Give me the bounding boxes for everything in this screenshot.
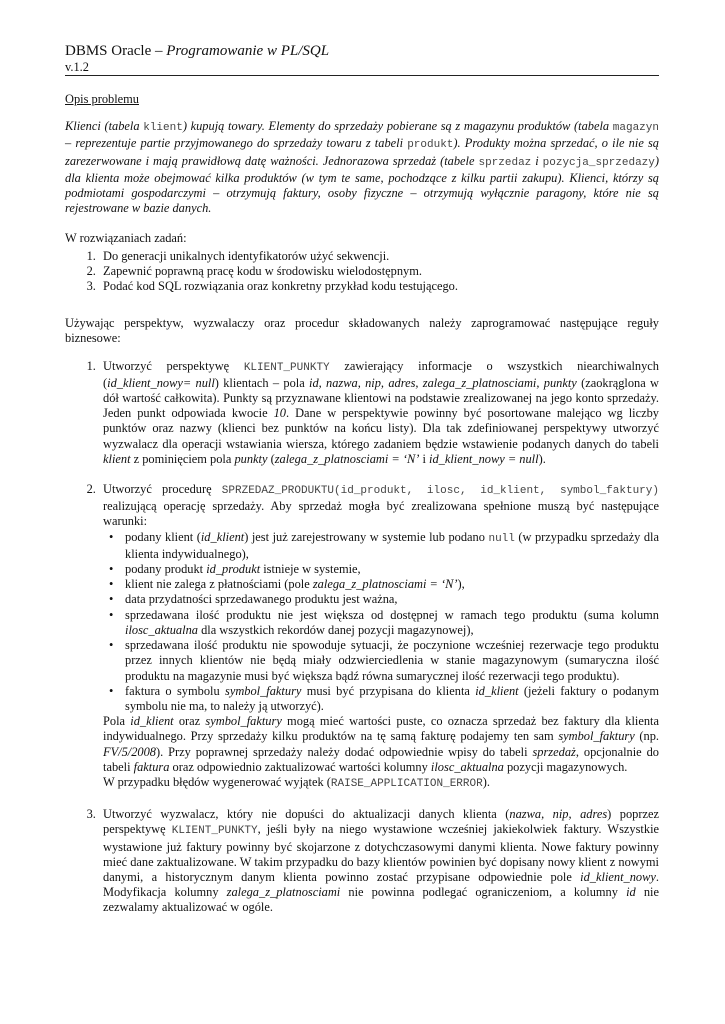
- bullet-icon: •: [109, 638, 114, 653]
- rule-error-note: [103, 775, 659, 792]
- text-run: zalega_z_platnosciami: [226, 885, 341, 900]
- text-run: Pola: [103, 714, 131, 729]
- text-run: id_klient_nowy: [580, 869, 656, 884]
- list-item: 1. Do generacji unikalnych identyfikatorów użyć sekwencji.: [99, 249, 659, 264]
- text-run: sprzedawana ilość produktu nie spowoduje sytuacji, że poczynione wcześniej rezerwacje tego produktu przez innych klientów nie będą miały odzwierciedlenia w stanie magazynowym (sumaryczna ilość produktu na magazynie musi być większa bądź równa sumarycznej ilość rezerwacji tego produktu).: [125, 638, 659, 683]
- text-run: nie zezwalamy aktualizować w ogóle.: [103, 885, 659, 915]
- text-run: istnieje w systemie,: [260, 562, 361, 577]
- text-run: , jeśli były na niego wystawione wcześniej jakiekolwiek faktury. Wszystkie wystawione już faktury powinny być skojarzone z dotychczasowymi danymi klienta. Nowe faktury powinny mieć dane zaktualizowane. W takim przypadku do bazy klientów powinien być dopisany nowy klient z nowymi danymi, a historycznym danym klienta powinno zostać przypisane odpowiednie pole: [103, 822, 660, 884]
- text-run: ) poprzez perspektywę: [103, 807, 659, 837]
- document-version: v.1.2: [65, 60, 89, 74]
- code-text: produkt: [407, 139, 454, 152]
- text-run: . Dane w perspektywie powinny być posortowane malejąco wg liczby punktów oraz nazwy (klienci bez punktów na końcu listy). Dla tak zdefiniowanej perspektywy utworzyć wyzwalacz dla operacji wstawiania wiersza, którego zadaniem będzie wstawienie podanych danych do tabeli: [103, 406, 659, 451]
- rule-item: [99, 482, 659, 792]
- list-item: [109, 562, 659, 577]
- text-run: sprzedaż: [532, 744, 576, 759]
- text-run: ). Przy poprawnej sprzedaży należy dodać odpowiednie wpisy do tabeli: [156, 744, 533, 759]
- page-header: [65, 42, 659, 76]
- bullet-icon: •: [109, 562, 114, 577]
- text-run: z pominięciem pola: [130, 451, 235, 466]
- bullet-icon: •: [109, 683, 114, 698]
- text-run: symbol_faktury: [225, 683, 302, 698]
- text-run: id_klient: [200, 529, 245, 544]
- text-run: , opcjonalnie do tabeli: [103, 744, 659, 774]
- text-run: symbol_faktury: [558, 729, 635, 744]
- text-run: klient: [103, 451, 131, 466]
- text-run: id_produkt: [206, 562, 261, 577]
- text-run: (zaokrąglona w dół wartość całkowita). Punkty są przyznawane klientowi na podstawie zrealizowanej na jego konto sprzedaży. Jeden punkt odpowiada kwocie: [103, 375, 659, 421]
- text-run: id: [626, 885, 636, 900]
- requirements-lead: W rozwiązaniach zadań:: [65, 231, 187, 246]
- list-item: 2. Zapewnić poprawną pracę kodu w środowisku wielodostępnym.: [99, 264, 659, 279]
- text-run: sprzedawana ilość produktu nie jest większa od dostępnej w ramach tego produktu (suma kolumn: [125, 607, 659, 622]
- text-run: DBMS Oracle –: [65, 43, 167, 59]
- text-run: realizującą operację sprzedaży. Aby sprzedaż mogła być zrealizowana spełnione muszą być następujące warunki:: [103, 499, 659, 529]
- text-run: faktura o symbolu: [125, 683, 225, 698]
- text-run: mogą mieć wartości puste, co oznacza sprzedaż bez faktury dla klienta indywidualnego. Przy sprzedaży kilku produktów na tę samą fakturę podajemy ten sam: [103, 714, 659, 744]
- text-run: 10: [273, 406, 286, 421]
- code-text: KLIENT_PUNKTY: [171, 825, 258, 838]
- text-run: (jeżeli faktury o podanym symbolu nie ma, to należy ją utworzyć).: [125, 683, 660, 713]
- text-run: ) jest już zarejestrowany w systemie lub podano: [244, 529, 489, 544]
- problem-description: [65, 119, 659, 216]
- code-text: klient: [143, 122, 183, 135]
- text-run: ) klientach – pola: [214, 375, 310, 390]
- text-run: Programowanie w PL/SQL: [166, 43, 330, 59]
- text-run: ) dla klienta może obejmować kilka produktów (w tym te same, pochodzące z kilku partii zakupu). Klienci, którzy są podmiotami gospodarczymi – otrzymują faktury, osoby fizyczne – otrzymują wyłącznie paragony, które nie są rejestrowane w bazie danych.: [65, 153, 660, 216]
- list-item: [109, 577, 659, 592]
- rule-item: [99, 807, 659, 915]
- text-run: oraz: [173, 714, 206, 729]
- text-run: ).: [482, 774, 490, 789]
- text-run: (np.: [634, 729, 659, 744]
- text-run: klient nie zalega z płatnościami (pole: [125, 577, 313, 592]
- bullet-icon: •: [109, 592, 114, 607]
- text-run: id_klient: [475, 683, 519, 698]
- section-title: Opis problemu: [65, 92, 139, 106]
- rule-text: [103, 482, 659, 530]
- code-text: KLIENT_PUNKTY: [243, 361, 330, 374]
- text-run: data przydatności sprzedawanego produktu jest ważna,: [125, 592, 398, 607]
- list-item: [109, 638, 659, 684]
- text-run: oraz odpowiednio zaktualizować wartości kolumny: [169, 759, 431, 774]
- bullet-icon: •: [109, 529, 114, 544]
- document-body: [65, 92, 659, 931]
- rule-item: [99, 359, 659, 467]
- text-run: ilosc_aktualna: [125, 622, 198, 637]
- text-run: Utworzyć perspektywę: [103, 358, 244, 373]
- text-run: ) kupują towary. Elementy do sprzedaży pobierane są z magazynu produktów (tabela: [182, 119, 613, 134]
- text-run: podany produkt: [125, 562, 207, 577]
- list-item: [109, 607, 659, 638]
- text-run: (w przypadku sprzedaży dla klienta indywidualnego),: [125, 529, 659, 561]
- conditions-list: [103, 530, 659, 714]
- bullet-icon: •: [109, 577, 114, 592]
- text-run: zalega_z_platnosciami = ‘N’: [312, 577, 458, 592]
- code-text: SPRZEDAZ_PRODUKTU(id_produkt, ilosc, id_klient, symbol_faktury): [221, 485, 659, 498]
- code-text: sprzedaz: [478, 156, 532, 169]
- text-run: FV/5/2008: [103, 744, 156, 759]
- rules-intro: Używając perspektyw, wyzwalaczy oraz procedur składowanych należy zaprogramować następujące reguły biznesowe:: [65, 316, 659, 346]
- code-text: magazyn: [612, 122, 659, 135]
- text-run: – reprezentuje partie przyjmowanego do sprzedaży towaru z tabeli: [65, 136, 408, 151]
- text-run: Klienci (tabela: [65, 119, 144, 134]
- text-run: id_klient_nowy = null: [429, 451, 539, 466]
- rule-note: [103, 714, 659, 775]
- list-item: [109, 529, 659, 562]
- code-text: pozycja_sprzedazy: [542, 156, 655, 169]
- spacer: [65, 294, 659, 316]
- text-run: . Modyfikacja kolumny: [103, 869, 659, 900]
- text-run: symbol_faktury: [205, 714, 282, 729]
- document-title: [65, 42, 659, 60]
- business-rules-list: [65, 359, 659, 916]
- text-run: zalega_z_platnosciami = ‘N’: [274, 451, 420, 466]
- text-run: zawierający informacje o wszystkich niearchiwalnych (: [103, 358, 659, 390]
- bullet-icon: •: [109, 607, 114, 622]
- code-text: null: [488, 532, 515, 545]
- list-item: [109, 683, 660, 714]
- text-run: id_klient: [130, 714, 174, 729]
- text-run: nazwa, nip, adres: [509, 807, 608, 822]
- text-run: Utworzyć wyzwalacz, który nie dopuści do aktualizacji danych klienta (: [103, 807, 510, 822]
- text-run: (: [267, 451, 275, 466]
- text-run: i: [419, 451, 430, 466]
- text-run: W przypadku błędów wygenerować wyjątek (: [103, 774, 331, 789]
- list-item: 3. Podać kod SQL rozwiązania oraz konkretny przykład kodu testującego.: [99, 279, 659, 294]
- text-run: id_klient_nowy= null: [107, 375, 215, 390]
- text-run: Utworzyć procedurę: [103, 482, 222, 497]
- text-run: dla wszystkich rekordów danej pozycji magazynowej),: [197, 622, 474, 637]
- text-run: punkty: [234, 451, 268, 466]
- text-run: pozycji magazynowych.: [503, 759, 628, 774]
- list-item: [109, 592, 659, 607]
- text-run: ). Produkty można sprzedać, o ile nie są zarezerwowane i mają prawidłową datę ważności. Jednorazowa sprzedaż (tabele: [65, 136, 660, 168]
- text-run: ).: [538, 451, 546, 466]
- text-run: faktura: [133, 759, 170, 774]
- requirements-list: [65, 249, 659, 295]
- text-run: nie powinna podlegać ograniczeniom, a kolumny: [340, 885, 627, 900]
- text-run: musi być przypisana do klienta: [301, 683, 476, 698]
- text-run: id, nazwa, nip, adres, zalega_z_platnosciami, punkty: [309, 375, 577, 390]
- code-text: RAISE_APPLICATION_ERROR: [330, 777, 483, 790]
- text-run: ilosc_aktualna: [430, 759, 504, 774]
- text-run: i: [531, 153, 543, 168]
- text-run: ),: [457, 577, 465, 592]
- text-run: podany klient (: [125, 529, 201, 544]
